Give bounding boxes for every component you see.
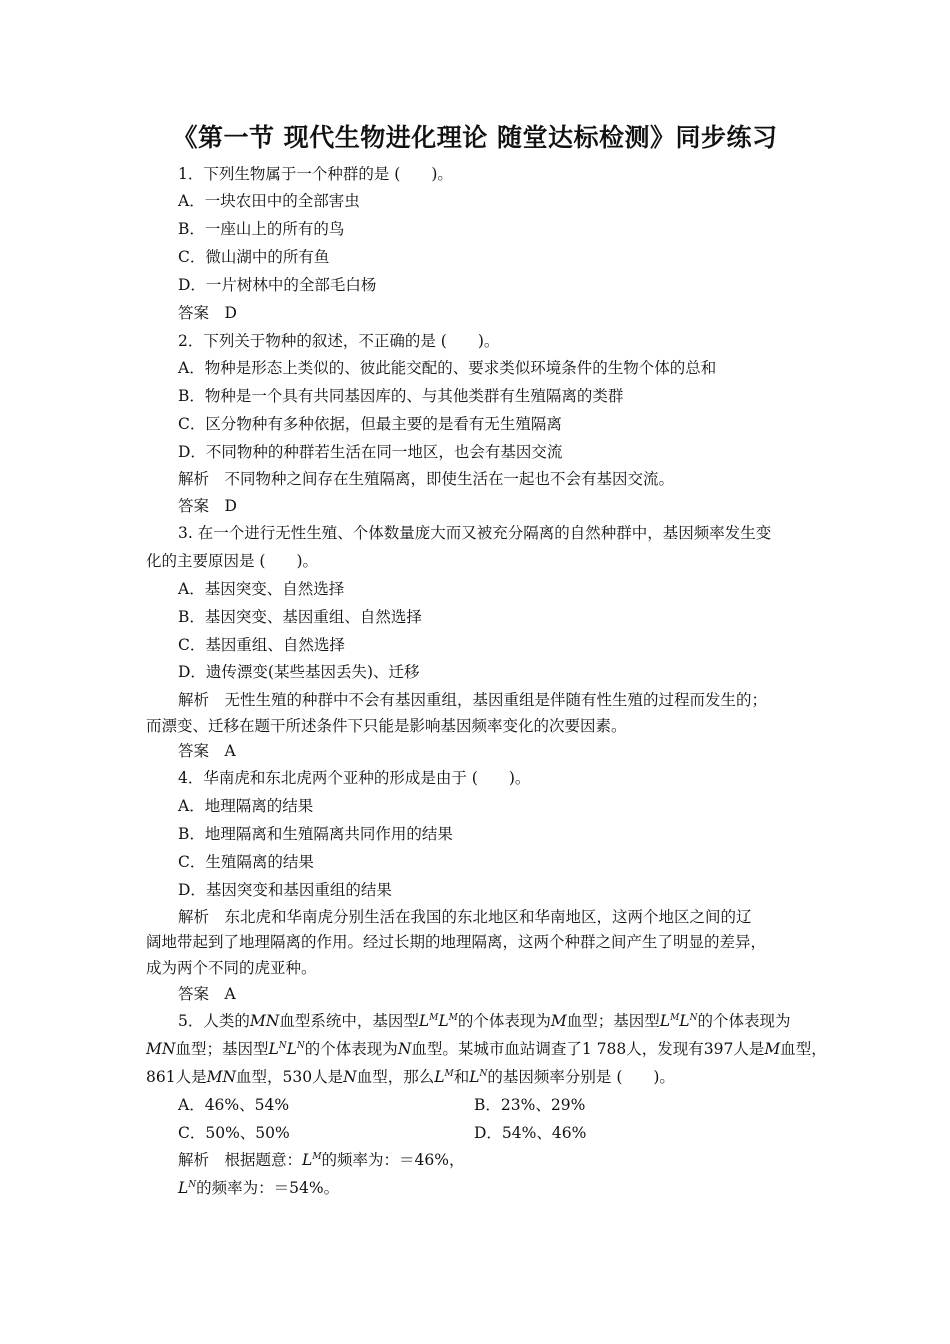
question-4-analysis-line-2: 阔地带起到了地理隔离的作用。经过长期的地理隔离，这两个种群之间产生了明显的差异，	[146, 933, 767, 951]
question-2-answer: 答案 D	[178, 497, 237, 515]
question-1-stem: 1．下列生物属于一个种群的是 ( )。	[178, 165, 453, 183]
question-3-analysis-line-1: 解析 无性生殖的种群中不会有基因重组，基因重组是伴随有性生殖的过程而发生的；	[178, 691, 768, 709]
question-4-stem: 4．华南虎和东北虎两个亚种的形成是由于 ( )。	[178, 769, 531, 787]
question-5-stem-line-2: MN血型；基因型$L^NL^N$的个体表现为N血型。某城市血站调查了1 788人，发现有397人是M血型，	[146, 1040, 827, 1058]
question-1-option-c: C．微山湖中的所有鱼	[178, 248, 330, 266]
question-2-option-b: B．物种是一个具有共同基因库的、与其他类群有生殖隔离的类群	[178, 387, 624, 405]
question-1-option-b: B．一座山上的所有的鸟	[178, 220, 345, 238]
question-3-stem-line-2: 化的主要原因是 ( )。	[146, 552, 319, 570]
question-3-analysis-line-2: 而漂变、迁移在题干所述条件下只能是影响基因频率变化的次要因素。	[146, 717, 627, 735]
question-5-stem-line-1: 5．人类的MN血型系统中，基因型$L^ML^M$的个体表现为M血型；基因型$L^ML^N$的个体表现为	[178, 1012, 791, 1030]
question-4-analysis-line-3: 成为两个不同的虎亚种。	[146, 959, 317, 977]
question-3-stem-line-1: 3. 在一个进行无性生殖、个体数量庞大而又被充分隔离的自然种群中，基因频率发生变	[178, 524, 772, 542]
question-2-analysis: 解析 不同物种之间存在生殖隔离，即使生活在一起也不会有基因交流。	[178, 470, 675, 488]
question-4-option-c: C．生殖隔离的结果	[178, 853, 314, 871]
question-1-option-a: A．一块农田中的全部害虫	[178, 192, 360, 210]
question-5-analysis-line-1: 解析 根据题意：$L^M$的频率为：＝46%，	[178, 1151, 465, 1169]
question-2-stem: 2．下列关于物种的叙述，不正确的是 ( )。	[178, 332, 500, 350]
question-5-option-c: C．50%、50%	[178, 1124, 290, 1142]
question-1-answer: 答案 D	[178, 304, 237, 322]
question-4-analysis-line-1: 解析 东北虎和华南虎分别生活在我国的东北地区和华南地区，这两个地区之间的辽	[178, 908, 752, 926]
question-5-option-d: D．54%、46%	[474, 1124, 587, 1142]
question-4-answer: 答案 A	[178, 985, 236, 1003]
question-3-answer: 答案 A	[178, 742, 236, 760]
question-3-option-b: B．基因突变、基因重组、自然选择	[178, 608, 422, 626]
question-5-option-a: A．46%、54%	[178, 1096, 290, 1114]
page-title: 《第一节 现代生物进化理论 随堂达标检测》同步练习	[172, 123, 778, 152]
question-5-stem-line-3: 861人是MN血型，530人是N血型，那么$L^M$和$L^N$的基因频率分别是 ( )。	[146, 1068, 675, 1086]
question-2-option-c: C．区分物种有多种依据，但最主要的是看有无生殖隔离	[178, 415, 562, 433]
question-4-option-b: B．地理隔离和生殖隔离共同作用的结果	[178, 825, 453, 843]
question-3-option-a: A．基因突变、自然选择	[178, 580, 345, 598]
question-5-option-b: B．23%、29%	[474, 1096, 586, 1114]
question-1-option-d: D．一片树林中的全部毛白杨	[178, 276, 377, 294]
question-3-option-d: D．遗传漂变(某些基因丢失)、迁移	[178, 663, 420, 681]
question-3-option-c: C．基因重组、自然选择	[178, 636, 345, 654]
question-4-option-a: A．地理隔离的结果	[178, 797, 314, 815]
question-2-option-d: D．不同物种的种群若生活在同一地区，也会有基因交流	[178, 443, 563, 461]
question-2-option-a: A．物种是形态上类似的、彼此能交配的、要求类似环境条件的生物个体的总和	[178, 359, 717, 377]
question-4-option-d: D．基因突变和基因重组的结果	[178, 881, 392, 899]
question-5-analysis-line-2: $L^N$的频率为：＝54%。	[178, 1179, 340, 1197]
